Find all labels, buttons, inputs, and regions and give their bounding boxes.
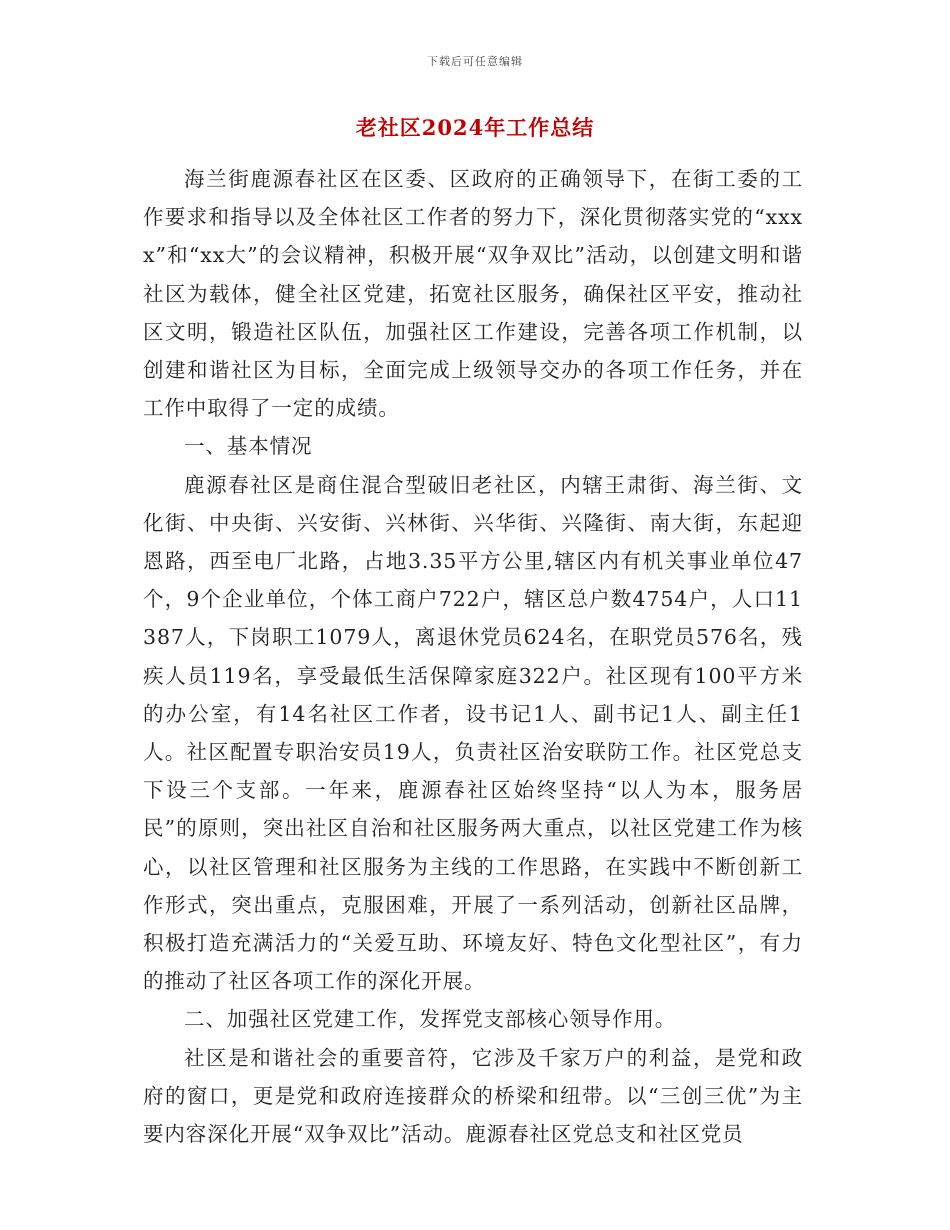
document-title: 老社区2024年工作总结 [355,115,595,140]
header-note: 下载后可任意编辑 [427,55,523,68]
paragraph-basic-info: 鹿源春社区是商住混合型破旧老社区，内辖王肃街、海兰街、文化街、中央街、兴安街、兴林街、兴华街、兴隆街、南大街，东起迎恩路，西至电厂北路，占地3.35平方公里,辖区内有机关事业单位47个，9个企业单位，个体工商户722户，辖区总户数4754户，人口11387人，下岗职工1079人，离退休党员624名，在职党员576名，残疾人员119名，享受最低生活保障家庭322户。社区现有100平方米的办公室，有14名社区工作者，设书记1人、副书记1人、副主任1人。社区配置专职治安员19人，负责社区治安联防工作。社区党总支下设三个支部。一年来，鹿源春社区始终坚持“以人为本，服务居民”的原则，突出社区自治和社区服务两大重点，以社区党建工作为核心，以社区管理和社区服务为主线的工作思路，在实践中不断创新工作形式，突出重点，克服困难，开展了一系列活动，创新社区品牌，积极打造充满活力的“关爱互助、环境友好、特色文化型社区”，有力的推动了社区各项工作的深化开展。 [143,472,803,994]
section-heading-party-building: 二、加强社区党建工作，发挥党支部核心领导作用。 [184,1007,677,1032]
section-heading-basic-info: 一、基本情况 [184,434,313,459]
paragraph-intro: 海兰街鹿源春社区在区委、区政府的正确领导下，在街工委的工作要求和指导以及全体社区工作者的努力下，深化贯彻落实党的“xxxx”和“xx大”的会议精神，积极开展“双争双比”活动，以创建文明和谐社区为载体，健全社区党建，拓宽社区服务，确保社区平安，推动社区文明，锻造社区队伍，加强社区工作建设，完善各项工作机制，以创建和谐社区为目标，全面完成上级领导交办的各项工作任务，并在工作中取得了一定的成绩。 [143,167,803,421]
document-body [143,160,803,1153]
paragraph-party-building: 社区是和谐社会的重要音符，它涉及千家万户的利益，是党和政府的窗口，更是党和政府连接群众的桥梁和纽带。以“三创三优”为主要内容深化开展“双争双比”活动。鹿源春社区党总支和社区党员 [143,1045,803,1147]
